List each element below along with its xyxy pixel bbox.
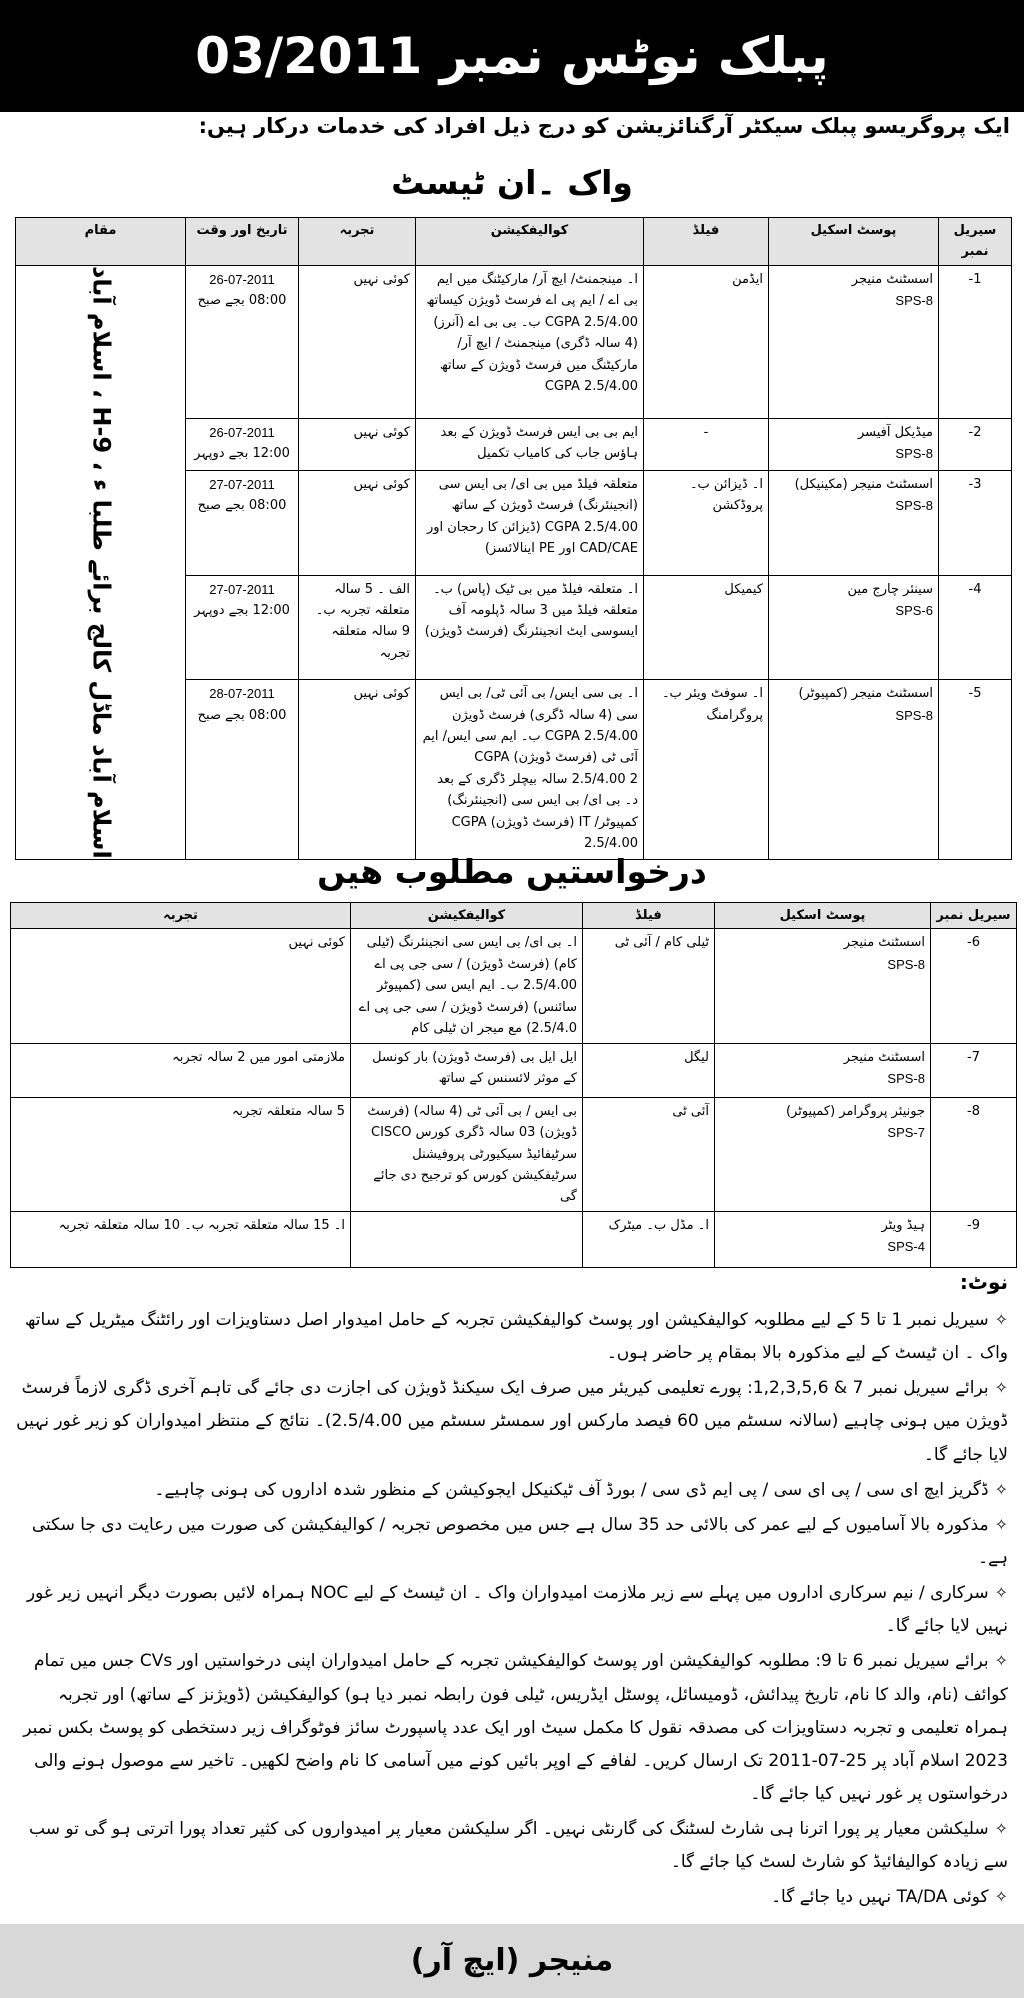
notice-banner [0,0,1024,112]
experience-cell: کوئی نہیں [299,470,416,575]
qualification-cell: ا۔ بی ای/ بی ایس سی انجینئرنگ (ٹیلی کام) (فرسٹ ڈویژن) / سی جی پی اے 2.5/4.00 ب۔ ایم ایس سی (کمپیوٹر سائنس) (فرسٹ ڈویژن / سی جی پی اے 2.5/4.0) مع میجر ان ٹیلی کام [351,929,583,1043]
post-title: اسسٹنٹ منیجر [843,935,925,951]
experience-cell: ا۔ 15 سالہ متعلقہ تجربہ ب۔ 10 سالہ متعلقہ تجربہ [11,1211,351,1267]
field-cell: ٹیلی کام / آئی ٹی [583,929,715,1043]
bullet-icon: ✧ [994,1479,1008,1499]
serial-cell: 3- [939,470,1012,575]
qualification-cell: بی ایس / بی آئی ٹی (4 سالہ) (فرسٹ ڈویژن) 03 سالہ ڈگری کورس CISCO سرٹیفائیڈ سیکیورٹی پروفیشنل سرٹیفکیشن کورس کو ترجیح دی جائے گی [351,1097,583,1211]
field-cell: - [644,418,769,470]
applications-heading: درخواستیں مطلوب ھیں [317,852,707,891]
post-scale: SPS-8 [895,707,933,723]
note-item [12,1372,1008,1471]
qualification-cell: ا۔ مینجمنٹ/ ایچ آر/ مارکیٹنگ میں ایم بی اے / ایم پی اے فرسٹ ڈویژن کیساتھ CGPA 2.5/4.00 ب۔ بی بی اے (آنرز) (4 سالہ ڈگری) مینجمنٹ / ایچ آر/ مارکیٹنگ میں فرسٹ ڈویژن کے ساتھ CGPA 2.5/4.00 [416,265,644,418]
experience-cell: الف ۔ 5 سالہ متعلقہ تجربہ ب۔ 9 سالہ متعلقہ تجربہ [299,575,416,680]
post-scale: SPS-6 [895,602,933,618]
col-venue: مقام [16,218,186,266]
col-post-scale: پوسٹ اسکیل [715,903,931,929]
table-row [11,1211,1017,1267]
field-cell: ا۔ سوفٹ ویئر ب۔ پروگرامنگ [644,680,769,859]
post-cell [715,1097,931,1211]
field-cell: ا۔ مڈل ب۔ میٹرک [583,1211,715,1267]
serial-cell: 8- [931,1097,1017,1211]
note-text: کوئی TA/DA نہیں دیا جائے گا۔ [771,1887,989,1908]
note-text: برائے سیریل نمبر 6 تا 9: مطلوبہ کوالیفکیشن اور پوسٹ کوالیفکیشن تجربہ کے حامل امیدواران اپنی درخواستیں اور CVs جس میں تمام کوائف (نام، والد کا نام، تاریخ پیدائش، ڈومیسائل، پوسٹل ایڈریس، ٹیلی فون رابطہ نمبر دیا ہو) کوالیفکیشن (ڈویژنز کے ساتھ) اور تجربہ ہمراہ تعلیمی و تجربہ دستاویزات کی مصدقہ نقول کا مکمل سیٹ اور ایک عدد پاسپورٹ سائز فوٹوگراف زیر دستخطی کو پوسٹ بکس نمبر 2023 اسلام آباد پر 25-07-2011 تک ارسال کریں۔ لفافے کے اوپر بائیں کونے میں آسامی کا نام واضح لکھیں۔ تاخیر سے موصول ہونے والی درخواستوں پر غور نہیں کیا جائے گا۔ [23,1651,1008,1804]
post-cell [769,470,939,575]
field-cell: ا۔ ڈیزائن ب۔ پروڈکشن [644,470,769,575]
serial-cell: 2- [939,418,1012,470]
date-value: 28-07-2011 [209,686,275,702]
time-value: 12:00 بجے دوپہر [194,602,290,618]
experience-cell: کوئی نہیں [299,680,416,859]
notes-section [12,1263,1008,1917]
serial-cell: 4- [939,575,1012,680]
note-text: مذکورہ بالا آسامیوں کے لیے عمر کی بالائی حد 35 سال ہے جس میں مخصوص تجربہ / کوالیفکیشن کی صورت میں رعایت دی جا سکتی ہے۔ [31,1514,1008,1568]
post-title: ہیڈ ویٹر [881,1217,925,1233]
post-cell [769,680,939,859]
table-row [11,1097,1017,1211]
bullet-icon: ✧ [994,1651,1008,1671]
experience-cell: کوئی نہیں [11,929,351,1043]
note-item [12,1813,1008,1879]
col-experience: تجربہ [299,218,416,266]
qualification-cell: ا۔ متعلقہ فیلڈ میں بی ٹیک (پاس) ب۔ متعلقہ فیلڈ میں 3 سالہ ڈپلومہ آف ایسوسی ایٹ انجینئرنگ (فرسٹ ڈویژن) [416,575,644,680]
qualification-cell: ایم بی بی ایس فرسٹ ڈویژن کے بعد ہاؤس جاب کی کامیاب تکمیل [416,418,644,470]
col-serial: سیریل نمبر [939,218,1012,266]
col-field: فیلڈ [583,903,715,929]
time-value: 08:00 بجے صبح [197,293,287,309]
venue-cell: اسلام آباد ماڈل کالج برائے طلبا ء ، H-9 ، اسلام آباد [16,265,186,859]
date-value: 27-07-2011 [209,581,275,597]
qualification-cell: ا۔ بی سی ایس/ بی آئی ٹی/ بی ایس سی (4 سالہ ڈگری) فرسٹ ڈویژن CGPA 2.5/4.00 ب۔ ایم سی ایس/ ایم آئی ٹی (فرسٹ ڈویژن) CGPA 2.5/4.00 2 سالہ بیچلر ڈگری کے بعد د۔ بی ای/ بی ایس سی (انجینئرنگ) کمپیوٹر/ IT (فرسٹ ڈویژن) CGPA 2.5/4.00 [416,680,644,859]
col-field: فیلڈ [644,218,769,266]
date-cell [186,418,299,470]
bullet-icon: ✧ [994,1378,1008,1398]
note-text: سرکاری / نیم سرکاری اداروں میں پہلے سے زیر ملازمت امیدواران واک ۔ ان ٹیسٹ کے لیے NOC ہمراہ لائیں بصورت دیگر انہیں زیر غور نہیں لایا جائے گا۔ [26,1583,1008,1637]
qualification-cell: متعلقہ فیلڈ میں بی ای/ بی ایس سی (انجینئرنگ) فرسٹ ڈویژن کے ساتھ CGPA 2.5/4.00 (ڈیزائن کا رحجان اور CAD/CAE اور PE اینالائسز) [416,470,644,575]
bullet-icon: ✧ [994,1583,1008,1603]
intro-text: ایک پروگریسو پبلک سیکٹر آرگنائزیشن کو درج ذیل افراد کی خدمات درکار ہیں: [198,114,1010,138]
footer-bar [0,1924,1024,1998]
date-value: 27-07-2011 [209,476,275,492]
qualification-cell: ایل ایل بی (فرسٹ ڈویژن) بار کونسل کے موثر لائسنس کے ساتھ [351,1043,583,1097]
note-item [12,1577,1008,1643]
table-row [11,929,1017,1043]
date-cell [186,575,299,680]
serial-cell: 5- [939,680,1012,859]
serial-cell: 9- [931,1211,1017,1267]
post-title: میڈیکل آفیسر [857,424,933,440]
post-scale: SPS-8 [887,956,925,972]
col-date-time: تاریخ اور وقت [186,218,299,266]
field-cell: آئی ٹی [583,1097,715,1211]
date-cell [186,680,299,859]
col-serial: سیریل نمبر [931,903,1017,929]
field-cell: لیگل [583,1043,715,1097]
field-cell: کیمیکل [644,575,769,680]
note-item [12,1304,1008,1370]
serial-cell: 7- [931,1043,1017,1097]
post-cell [769,265,939,418]
post-title: سینئر چارج مین [847,581,933,597]
time-value: 12:00 بجے دوپہر [194,446,290,462]
date-value: 26-07-2011 [209,424,275,440]
post-scale: SPS-7 [887,1125,925,1141]
post-scale: SPS-8 [895,498,933,514]
time-value: 08:00 بجے صبح [197,498,287,514]
col-qualification: کوالیفکیشن [351,903,583,929]
note-text: سیریل نمبر 1 تا 5 کے لیے مطلوبہ کوالیفکیشن اور پوسٹ کوالیفکیشن تجربہ کے حامل امیدوار اصل دستاویزات اور رائٹنگ میٹریل کے ساتھ واک ۔ ان ٹیسٹ کے لیے مذکورہ بالا بمقام پر حاضر ہوں۔ [25,1310,1008,1364]
qualification-cell [351,1211,583,1267]
notes-heading: نوٹ: [959,1270,1008,1294]
applications-header-row [11,903,1017,929]
walkin-heading: واک ۔ان ٹیسٹ [391,163,633,202]
bullet-icon: ✧ [994,1310,1008,1329]
col-qualification: کوالیفکیشن [416,218,644,266]
post-scale: SPS-8 [895,446,933,462]
note-text: برائے سیریل نمبر 7 & 1,2,3,5,6: پورے تعلیمی کیریئر میں صرف ایک سیکنڈ ڈویژن کی اجازت دی جائے گی تاہم آخری ڈگری لازماً فرسٹ ڈویژن میں ہونی چاہیے (سالانہ سسٹم میں 60 فیصد مارکس اور سمسٹر سسٹم میں 2.5/4.00)۔ نتائج کے منتظر امیدواران کو زیر غور نہیں لایا جائے گا۔ [16,1378,1008,1465]
table-row [11,1043,1017,1097]
experience-cell: 5 سالہ متعلقہ تجربہ [11,1097,351,1211]
bullet-icon: ✧ [994,1819,1008,1839]
post-cell [715,929,931,1043]
post-cell [769,575,939,680]
date-cell [186,470,299,575]
post-scale: SPS-4 [887,1239,925,1255]
post-scale: SPS-8 [887,1071,925,1087]
bullet-icon: ✧ [994,1887,1008,1907]
post-cell [769,418,939,470]
post-cell [715,1211,931,1267]
note-text: سلیکشن معیار پر پورا اترنا ہی شارٹ لسٹنگ کی گارنٹی نہیں۔ اگر سلیکشن معیار پر امیدواروں کی کثیر تعداد پورا اترتی ہو گی تو سب سے زیادہ کوالیفائیڈ کو شارٹ لسٹ کیا جائے گا۔ [29,1819,1008,1873]
note-item [12,1881,1008,1914]
note-item [12,1645,1008,1811]
post-cell [715,1043,931,1097]
date-cell [186,265,299,418]
serial-cell: 1- [939,265,1012,418]
post-scale: SPS-8 [895,293,933,309]
table-row [16,265,1012,418]
field-cell: ایڈمن [644,265,769,418]
note-item [12,1474,1008,1507]
applications-table [10,902,1017,1268]
post-title: اسسٹنٹ منیجر [851,271,933,287]
time-value: 08:00 بجے صبح [197,707,287,723]
col-experience: تجربہ [11,903,351,929]
experience-cell: کوئی نہیں [299,265,416,418]
date-value: 26-07-2011 [209,271,275,287]
signatory: منیجر (ایچ آر) [410,1943,614,1978]
experience-cell: ملازمتی امور میں 2 سالہ تجربہ [11,1043,351,1097]
experience-cell: کوئی نہیں [299,418,416,470]
walkin-header-row [16,218,1012,266]
post-title: اسسٹنٹ منیجر (مکینیکل) [794,476,933,492]
serial-cell: 6- [931,929,1017,1043]
note-item [12,1509,1008,1575]
post-title: اسسٹنٹ منیجر (کمپیوٹر) [798,686,933,702]
post-title: جونیئر پروگرامر (کمپیوٹر) [785,1103,925,1119]
post-title: اسسٹنٹ منیجر [843,1049,925,1065]
bullet-icon: ✧ [994,1514,1008,1534]
walkin-table [15,217,1012,860]
note-text: ڈگریز ایچ ای سی / پی ای سی / پی ایم ڈی سی / بورڈ آف ٹیکنیکل ایجوکیشن کے منظور شدہ اداروں کی ہونی چاہیے۔ [154,1479,989,1500]
col-post-scale: پوسٹ اسکیل [769,218,939,266]
notice-title: پبلک نوٹس نمبر 03/2011 [195,27,829,85]
